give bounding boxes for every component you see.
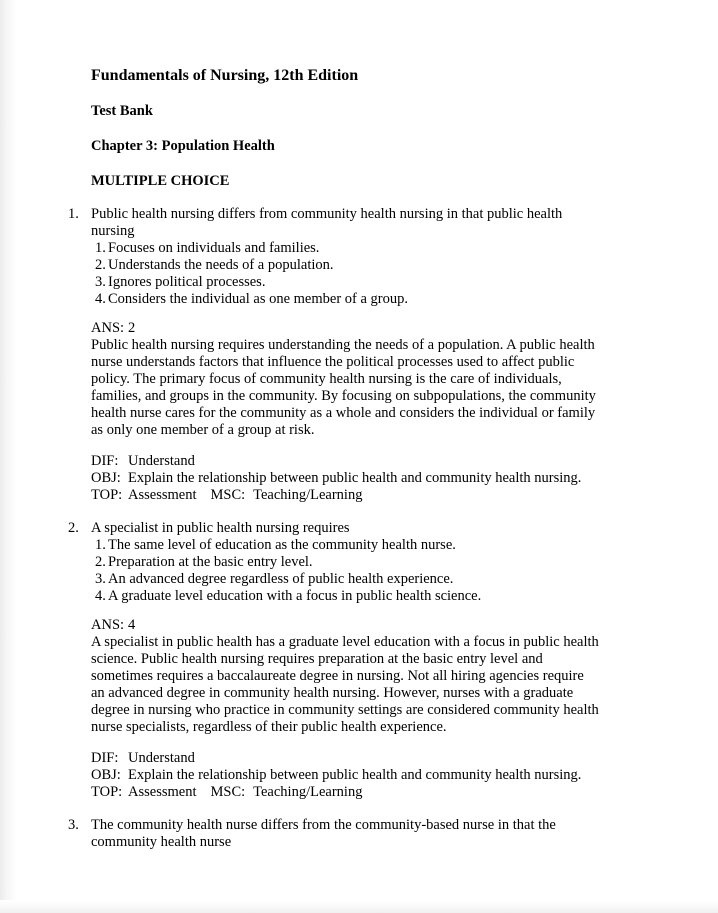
- question-2-options: [95, 537, 692, 605]
- option-number: 1.: [95, 240, 106, 256]
- rationale-text: Public health nursing requires understanding the needs of a population. A public health nurse understands factors that influence the political processes used to affect public policy. The primary focus of community health nursing is the care of individuals, families, and groups in the community. By focusing on subpopulations, the community health nurse cares for the community as a whole and considers the individual or family as only one member of a group at risk.: [91, 337, 596, 438]
- option-number: 4.: [95, 291, 106, 307]
- option-number: 3.: [95, 571, 106, 587]
- obj-value: Explain the relationship between public health and community health nursing.: [128, 767, 582, 783]
- option-number: 4.: [95, 588, 106, 604]
- question-stem: The community health nurse differs from the community-based nurse in that the community health nurse: [91, 817, 556, 850]
- option-text: Understands the needs of a population.: [108, 257, 334, 273]
- option-item: [95, 240, 692, 257]
- option-item: [95, 537, 692, 554]
- option-text: The same level of education as the community health nurse.: [108, 537, 456, 553]
- question-2-stem-line: [68, 520, 692, 537]
- msc-label: MSC:: [210, 487, 246, 503]
- answer-label: ANS:: [91, 320, 125, 336]
- dif-value: Understand: [128, 750, 195, 766]
- option-text: Focuses on individuals and families.: [108, 240, 320, 256]
- option-text: Considers the individual as one member of a group.: [108, 291, 409, 307]
- top-value: Assessment: [128, 487, 197, 503]
- option-item: [95, 571, 692, 588]
- question-number: 3.: [68, 817, 79, 833]
- obj-line: [91, 470, 692, 487]
- question-1-meta: [91, 453, 692, 504]
- top-label: TOP:: [91, 487, 123, 503]
- option-text: An advanced degree regardless of public health experience.: [108, 571, 454, 587]
- answer-line: [91, 617, 692, 634]
- dif-label: DIF:: [91, 750, 119, 766]
- option-number: 1.: [95, 537, 106, 553]
- option-item: [95, 291, 692, 308]
- section-heading: MULTIPLE CHOICE: [91, 173, 230, 189]
- chapter-heading: Chapter 3: Population Health: [91, 138, 275, 154]
- question-1-stem-line: [68, 206, 692, 240]
- rationale-text: A specialist in public health has a graduate level education with a focus in public health science. Public health nursing requires preparation at the basic entry level and sometimes requires a baccalaureate degree in nursing. Not all hiring agencies require an advanced degree in community health nursing. However, nurses with a graduate degree in nursing who practice in community settings are considered community health nurse specialists, regardless of their public health experience.: [91, 634, 599, 735]
- option-text: A graduate level education with a focus in public health science.: [108, 588, 482, 604]
- msc-value: Teaching/Learning: [253, 487, 363, 503]
- answer-line: [91, 320, 692, 337]
- question-1-options: [95, 240, 692, 308]
- msc-value: Teaching/Learning: [253, 784, 363, 800]
- question-1-answer-block: [91, 320, 692, 504]
- question-3: [68, 817, 692, 851]
- option-number: 3.: [95, 274, 106, 290]
- question-2: [68, 520, 692, 801]
- top-msc-line: [91, 784, 692, 801]
- question-stem: Public health nursing differs from community health nursing in that public health nursing: [91, 206, 563, 239]
- top-value: Assessment: [128, 784, 197, 800]
- top-msc-line: [91, 487, 692, 504]
- option-text: Preparation at the basic entry level.: [108, 554, 313, 570]
- option-item: [95, 257, 692, 274]
- obj-line: [91, 767, 692, 784]
- answer-value: 4: [128, 617, 136, 633]
- page-bottom-edge-shading: [0, 900, 718, 913]
- option-item: [95, 554, 692, 571]
- document-subtitle: Test Bank: [91, 103, 153, 119]
- dif-label: DIF:: [91, 453, 119, 469]
- obj-label: OBJ:: [91, 767, 121, 783]
- option-text: Ignores political processes.: [108, 274, 266, 290]
- top-label: TOP:: [91, 784, 123, 800]
- obj-label: OBJ:: [91, 470, 121, 486]
- question-2-answer-block: [91, 617, 692, 801]
- dif-value: Understand: [128, 453, 195, 469]
- question-number: 2.: [68, 520, 79, 536]
- msc-label: MSC:: [210, 784, 246, 800]
- question-2-meta: [91, 750, 692, 801]
- question-stem: A specialist in public health nursing requires: [91, 520, 350, 536]
- question-number: 1.: [68, 206, 79, 222]
- answer-label: ANS:: [91, 617, 125, 633]
- document-title: Fundamentals of Nursing, 12th Edition: [91, 67, 359, 84]
- obj-value: Explain the relationship between public health and community health nursing.: [128, 470, 582, 486]
- question-3-stem-line: [68, 817, 692, 851]
- dif-line: [91, 750, 692, 767]
- option-number: 2.: [95, 257, 106, 273]
- option-item: [95, 274, 692, 291]
- option-number: 2.: [95, 554, 106, 570]
- answer-value: 2: [128, 320, 136, 336]
- option-item: [95, 588, 692, 605]
- question-1: [68, 206, 692, 504]
- dif-line: [91, 453, 692, 470]
